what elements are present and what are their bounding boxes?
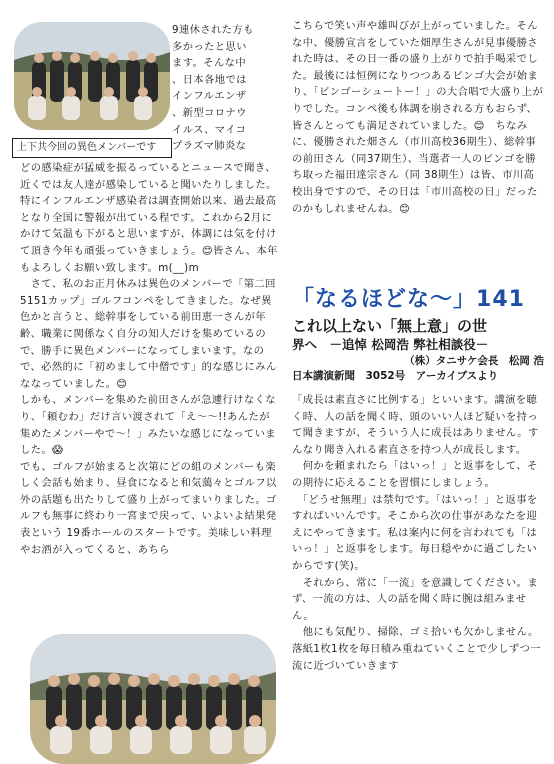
heading-source: 日本講演新聞 3052号 アーカイブスより bbox=[292, 370, 499, 382]
right-top-text: こちらで笑い声や雄叫びが上がっていました。そんな中、優勝宣言をしていた畑厚生さんが見事優勝された時は、その日一番の盛り上がりで拍手喝采でした。最後には恒例になりつつあるビンゴ大会が始まり、「ビンゴーシュートー！」の大合唱で大盛り上がりでした。コンペ後も体調を崩される方もおらず、皆さんとっても満足されていました。😊 ちなみに、優勝された畑さん（市川高校36期生）、総幹事の前田さん（同37期生）、当選者一人のビンゴを勝ち取った福田達宗さん（同 38期生）は皆、市川高校出身ですので、その日は「市川高校の日」だったのかもしれませんね。😊 bbox=[292, 20, 544, 215]
heading-subtitle: これ以上ない「無上意」の世 bbox=[292, 317, 488, 335]
left-side-text: 9連休された方も 多かったと思い ます。そんな中 、日本各地では インフルエンザ 、新型コロナウ イルス、マイコ プラズマ肺炎な bbox=[172, 24, 254, 153]
article-text: 「成長は素直さに比例する」といいます。講演を聴く時、人の話を聞く時、頭のいい人ほど疑いを持って聞きますが、そういう人に成長はありません。すんなり聞き入れる素直さを持つ人が成長します。 何かを頼まれたら「はいっ！」と返事をして、その期待に応えることを習慣にしましょう。 「どうせ無理」は禁句です。「はいっ！」と返事をすればいいんです。そこから次の仕事があなたを迎えにやってきます。私は案内に何を言われても「はいっ！」と返事をします。毎日穏やかに過ごしたいからです(笑)。 それから、常に「一流」を意識してください。まず、一流の方は、人の話を聞く時に腕は組みません。 他にも気配り、掃除、ゴミ拾いも欠かしません。落紙1枚1枚を毎日積み重ねていくことで少しずつ一流に近づいていきます bbox=[292, 394, 541, 672]
golf-group-photo-top-image bbox=[14, 22, 170, 130]
golf-group-photo-top bbox=[14, 22, 170, 130]
column-heading bbox=[292, 286, 544, 384]
heading-number: 141 bbox=[476, 287, 525, 312]
heading-subtitle-2: 界へ －追悼 松岡浩 弊社相談役－ bbox=[292, 337, 489, 352]
heading-title: 「なるほどな〜」 bbox=[292, 287, 477, 312]
heading-title-line bbox=[292, 286, 544, 314]
golf-group-photo-bottom bbox=[30, 634, 276, 764]
left-column bbox=[12, 22, 280, 758]
golf-group-photo-bottom-image bbox=[30, 634, 276, 764]
photo-caption: 上下共今回の異色メンバーです bbox=[12, 138, 172, 158]
left-main-text: どの感染症が猛威を振るっているとニュースで聞き、近くでは友人達が感染していると聞いたりしました。特にインフルエンザ感染者は調査開始以来、過去最高となり全国に警報が出ている程です。これから2月にかけて気温も下がると思いますが、体調には気を付けて頂き今年も頑張っていきましょう。😊皆さん、本年もよろしくお願い致します。m(__)m さて、私のお正月休みは異色のメンバーで「第二回 5151カップ」ゴルフコンペをしてきました。なぜ異色かと言うと、総幹事をしている前田恵一さんが年齢、職業に関係なく自分の知人だけを集めているので、勝手に異色メンバーになってしまいます。なので、必然的に「初めまして中僧です」的な感じにみんななっていました。😊 しかも、メンバーを集めた前田さんが急遽行けなくなり、「頼むわ」だけ言い渡されて「え〜〜!!あんたが集めたメンバーやで〜！」みたいな感じになっていました。😱 でも、ゴルフが始まると次第にどの組のメンバーも楽しく会話も始まり、昼食になると和気藹々とゴルフ以外の話題も出たりして盛り上がってまいりました。ゴルフも無事に終わり一宮まで戻って、いよいよ結果発表という 19番ホールのスタートです。美味しい料理やお酒が入ってくると、あちら bbox=[20, 162, 278, 556]
heading-author: （株）タニサケ会長 松岡 浩 bbox=[404, 355, 544, 367]
